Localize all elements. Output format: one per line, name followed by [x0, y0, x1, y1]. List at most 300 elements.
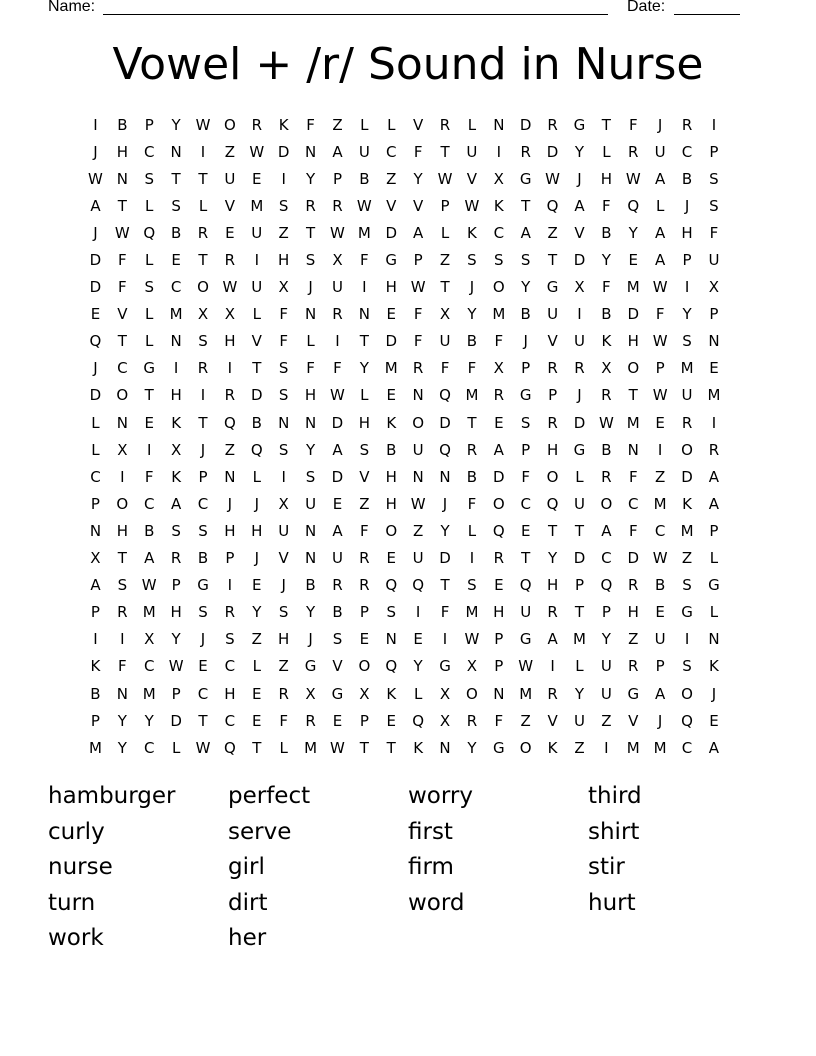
grid-letter[interactable]: C	[224, 657, 236, 676]
grid-letter[interactable]: I	[469, 549, 475, 568]
grid-letter[interactable]: R	[305, 196, 316, 215]
grid-letter[interactable]: W	[598, 413, 614, 432]
grid-letter[interactable]: S	[682, 332, 692, 351]
grid-letter[interactable]: O	[385, 521, 398, 540]
grid-letter[interactable]: Y	[440, 521, 450, 540]
grid-letter[interactable]: H	[493, 603, 505, 622]
grid-letter[interactable]: E	[494, 576, 504, 595]
grid-letter[interactable]: Q	[143, 223, 156, 242]
grid-letter[interactable]: J	[469, 278, 475, 297]
grid-letter[interactable]: T	[117, 549, 127, 568]
grid-letter[interactable]: L	[709, 549, 719, 568]
grid-letter[interactable]: M	[492, 305, 506, 324]
grid-letter[interactable]: H	[116, 142, 128, 161]
grid-letter[interactable]: L	[91, 440, 100, 459]
grid-letter[interactable]: L	[360, 386, 369, 405]
grid-letter[interactable]: N	[116, 684, 128, 703]
grid-letter[interactable]: Y	[305, 440, 316, 459]
grid-letter[interactable]: S	[709, 169, 719, 188]
grid-letter[interactable]: L	[145, 251, 154, 270]
grid-letter[interactable]: L	[387, 115, 396, 134]
grid-letter[interactable]: P	[359, 603, 369, 622]
grid-letter[interactable]: L	[655, 196, 665, 215]
grid-letter[interactable]: S	[520, 413, 531, 432]
grid-letter[interactable]: N	[304, 549, 317, 568]
grid-letter[interactable]: Z	[224, 142, 236, 161]
grid-letter[interactable]: H	[385, 494, 397, 513]
grid-letter[interactable]: K	[386, 413, 397, 432]
grid-letter[interactable]: D	[627, 549, 640, 568]
grid-letter[interactable]: N	[170, 142, 182, 161]
grid-letter[interactable]: Y	[305, 603, 316, 622]
grid-letter[interactable]: P	[359, 711, 369, 730]
grid-letter[interactable]: X	[574, 278, 585, 297]
grid-letter[interactable]: Z	[332, 115, 343, 134]
grid-letter[interactable]: S	[467, 576, 477, 595]
grid-letter[interactable]: O	[600, 494, 613, 513]
grid-letter[interactable]: S	[682, 576, 692, 595]
grid-letter[interactable]: R	[547, 603, 558, 622]
grid-letter[interactable]: L	[360, 115, 369, 134]
grid-letter[interactable]: H	[251, 521, 263, 540]
grid-letter[interactable]: W	[652, 278, 668, 297]
grid-letter[interactable]: W	[652, 549, 668, 568]
grid-letter[interactable]: Y	[413, 169, 423, 188]
grid-letter[interactable]: O	[466, 684, 478, 703]
grid-letter[interactable]: I	[711, 413, 717, 432]
grid-letter[interactable]: B	[466, 332, 478, 351]
grid-letter[interactable]: R	[359, 549, 370, 568]
grid-letter[interactable]: Y	[467, 305, 477, 324]
word-search-grid[interactable]	[82, 111, 727, 761]
grid-letter[interactable]: Z	[412, 521, 424, 540]
grid-letter[interactable]: U	[358, 142, 370, 161]
grid-letter[interactable]: D	[519, 115, 532, 134]
grid-letter[interactable]: V	[224, 196, 236, 215]
grid-letter[interactable]: E	[413, 630, 423, 649]
grid-letter[interactable]: B	[144, 521, 155, 540]
grid-letter[interactable]: M	[357, 223, 371, 242]
grid-letter[interactable]: M	[653, 494, 667, 513]
grid-letter[interactable]: Y	[574, 684, 585, 703]
grid-letter[interactable]: M	[142, 603, 156, 622]
grid-letter[interactable]: U	[439, 332, 451, 351]
grid-letter[interactable]: U	[466, 142, 478, 161]
grid-letter[interactable]: N	[385, 630, 397, 649]
grid-letter[interactable]: N	[304, 142, 317, 161]
grid-letter[interactable]: T	[601, 115, 611, 134]
name-field-line[interactable]	[103, 14, 608, 15]
grid-letter[interactable]: Q	[385, 576, 398, 595]
grid-letter[interactable]: O	[223, 115, 236, 134]
grid-letter[interactable]: N	[708, 332, 720, 351]
grid-letter[interactable]: A	[655, 223, 666, 242]
grid-letter[interactable]: J	[577, 386, 582, 405]
grid-letter[interactable]: U	[251, 223, 263, 242]
grid-letter[interactable]: L	[252, 657, 261, 676]
grid-letter[interactable]: J	[93, 359, 98, 378]
grid-letter[interactable]: Y	[601, 630, 611, 649]
grid-letter[interactable]: Q	[412, 711, 425, 730]
grid-letter[interactable]: U	[331, 549, 343, 568]
grid-letter[interactable]: B	[601, 440, 612, 459]
grid-letter[interactable]: S	[520, 251, 531, 270]
grid-letter[interactable]: F	[279, 305, 288, 324]
grid-letter[interactable]: E	[386, 386, 396, 405]
grid-letter[interactable]: C	[143, 494, 155, 513]
grid-letter[interactable]: H	[627, 332, 639, 351]
grid-letter[interactable]: E	[171, 251, 181, 270]
grid-letter[interactable]: Y	[359, 359, 369, 378]
grid-letter[interactable]: A	[520, 223, 531, 242]
grid-letter[interactable]: R	[493, 549, 505, 568]
grid-letter[interactable]: K	[386, 684, 397, 703]
grid-letter[interactable]: T	[198, 169, 208, 188]
grid-letter[interactable]: T	[198, 711, 208, 730]
grid-letter[interactable]: U	[251, 278, 263, 297]
grid-letter[interactable]: W	[114, 223, 130, 242]
grid-letter[interactable]: F	[360, 251, 369, 270]
grid-letter[interactable]: E	[386, 711, 396, 730]
grid-letter[interactable]: J	[93, 223, 98, 242]
grid-letter[interactable]: W	[356, 196, 372, 215]
grid-letter[interactable]: W	[464, 196, 480, 215]
grid-letter[interactable]: H	[600, 169, 612, 188]
grid-letter[interactable]: Z	[628, 630, 639, 649]
grid-letter[interactable]: P	[225, 549, 235, 568]
grid-letter[interactable]: W	[195, 115, 211, 134]
grid-letter[interactable]: P	[198, 467, 208, 486]
grid-letter[interactable]: A	[90, 576, 101, 595]
grid-letter[interactable]: S	[117, 576, 128, 595]
grid-letter[interactable]: T	[574, 603, 585, 622]
grid-letter[interactable]: M	[626, 413, 640, 432]
grid-letter[interactable]: S	[144, 278, 154, 297]
grid-letter[interactable]: Y	[521, 278, 531, 297]
grid-letter[interactable]: Q	[223, 413, 236, 432]
grid-letter[interactable]: X	[90, 549, 101, 568]
grid-letter[interactable]: I	[550, 657, 555, 676]
grid-letter[interactable]: Y	[144, 711, 154, 730]
grid-letter[interactable]: S	[198, 521, 208, 540]
grid-letter[interactable]: X	[224, 305, 236, 324]
grid-letter[interactable]: S	[278, 603, 289, 622]
grid-letter[interactable]: W	[141, 576, 157, 595]
grid-letter[interactable]: H	[385, 467, 397, 486]
grid-letter[interactable]: N	[116, 169, 128, 188]
grid-letter[interactable]: Y	[467, 738, 477, 757]
grid-letter[interactable]: J	[577, 169, 582, 188]
grid-letter[interactable]: L	[198, 196, 208, 215]
grid-letter[interactable]: O	[116, 494, 129, 513]
grid-letter[interactable]: Z	[520, 711, 531, 730]
grid-letter[interactable]: D	[627, 305, 640, 324]
grid-letter[interactable]: R	[305, 711, 316, 730]
grid-letter[interactable]: R	[547, 115, 558, 134]
grid-letter[interactable]: F	[279, 332, 288, 351]
grid-letter[interactable]: X	[439, 684, 451, 703]
grid-letter[interactable]: E	[252, 576, 262, 595]
grid-letter[interactable]: T	[467, 413, 477, 432]
grid-letter[interactable]: O	[197, 278, 209, 297]
grid-letter[interactable]: H	[224, 521, 236, 540]
grid-letter[interactable]: R	[251, 115, 262, 134]
grid-letter[interactable]: P	[144, 115, 154, 134]
grid-letter[interactable]: P	[709, 521, 719, 540]
grid-letter[interactable]: M	[573, 630, 586, 649]
grid-letter[interactable]: Q	[223, 738, 236, 757]
grid-letter[interactable]: P	[171, 576, 181, 595]
grid-letter[interactable]: G	[519, 630, 532, 649]
grid-letter[interactable]: O	[546, 467, 559, 486]
grid-letter[interactable]: C	[197, 684, 209, 703]
grid-letter[interactable]: H	[170, 603, 182, 622]
grid-letter[interactable]: D	[385, 332, 398, 351]
grid-letter[interactable]: T	[574, 521, 585, 540]
grid-letter[interactable]: W	[330, 386, 345, 405]
grid-letter[interactable]: Z	[655, 467, 666, 486]
grid-letter[interactable]: C	[224, 711, 236, 730]
grid-letter[interactable]: P	[171, 684, 181, 703]
grid-letter[interactable]: C	[520, 494, 531, 513]
grid-letter[interactable]: Q	[439, 386, 451, 405]
grid-letter[interactable]: F	[709, 223, 719, 242]
grid-letter[interactable]: D	[439, 413, 451, 432]
grid-letter[interactable]: Q	[439, 440, 451, 459]
grid-letter[interactable]: D	[573, 549, 586, 568]
grid-letter[interactable]: L	[145, 196, 154, 215]
grid-letter[interactable]: G	[197, 576, 209, 595]
grid-letter[interactable]: D	[573, 251, 586, 270]
grid-letter[interactable]: N	[412, 386, 424, 405]
grid-letter[interactable]: V	[547, 711, 558, 730]
grid-letter[interactable]: S	[171, 521, 181, 540]
grid-letter[interactable]: C	[628, 494, 639, 513]
grid-letter[interactable]: V	[413, 115, 424, 134]
grid-letter[interactable]: R	[278, 684, 289, 703]
grid-letter[interactable]: X	[439, 305, 451, 324]
grid-letter[interactable]: D	[170, 711, 182, 730]
grid-letter[interactable]: F	[440, 359, 450, 378]
grid-letter[interactable]: P	[521, 440, 531, 459]
grid-letter[interactable]: I	[254, 251, 259, 270]
grid-letter[interactable]: F	[118, 251, 127, 270]
grid-letter[interactable]: P	[494, 630, 504, 649]
grid-letter[interactable]: P	[655, 657, 665, 676]
grid-letter[interactable]: I	[496, 142, 502, 161]
grid-letter[interactable]: Q	[412, 576, 425, 595]
grid-letter[interactable]: Z	[601, 711, 612, 730]
grid-letter[interactable]: B	[90, 684, 101, 703]
grid-letter[interactable]: X	[144, 630, 155, 649]
grid-letter[interactable]: S	[359, 440, 370, 459]
grid-letter[interactable]: N	[493, 684, 505, 703]
grid-letter[interactable]: I	[227, 359, 233, 378]
grid-letter[interactable]: L	[413, 684, 423, 703]
grid-letter[interactable]: B	[332, 603, 343, 622]
grid-letter[interactable]: I	[147, 440, 152, 459]
grid-letter[interactable]: Z	[251, 630, 262, 649]
grid-letter[interactable]: N	[304, 305, 317, 324]
grid-letter[interactable]: Y	[601, 251, 611, 270]
grid-letter[interactable]: G	[331, 684, 344, 703]
grid-letter[interactable]: K	[682, 494, 692, 513]
grid-letter[interactable]: I	[711, 115, 717, 134]
grid-letter[interactable]: D	[277, 142, 290, 161]
grid-letter[interactable]: M	[680, 521, 694, 540]
grid-letter[interactable]: V	[413, 196, 424, 215]
grid-letter[interactable]: S	[709, 196, 719, 215]
grid-letter[interactable]: J	[281, 576, 286, 595]
grid-letter[interactable]: N	[627, 440, 639, 459]
grid-letter[interactable]: L	[279, 738, 288, 757]
grid-letter[interactable]: T	[117, 332, 127, 351]
grid-letter[interactable]: T	[440, 576, 450, 595]
grid-letter[interactable]: I	[442, 630, 448, 649]
grid-letter[interactable]: B	[655, 576, 666, 595]
grid-letter[interactable]: E	[386, 305, 396, 324]
grid-letter[interactable]: M	[707, 386, 721, 405]
grid-letter[interactable]: G	[385, 251, 398, 270]
grid-letter[interactable]: E	[494, 413, 504, 432]
grid-letter[interactable]: R	[332, 196, 343, 215]
grid-letter[interactable]: N	[358, 305, 370, 324]
grid-letter[interactable]: T	[305, 223, 316, 242]
grid-letter[interactable]: A	[574, 196, 585, 215]
grid-letter[interactable]: U	[278, 521, 290, 540]
grid-letter[interactable]: M	[653, 738, 667, 757]
grid-letter[interactable]: T	[252, 359, 262, 378]
grid-letter[interactable]: U	[600, 657, 612, 676]
grid-letter[interactable]: N	[170, 332, 182, 351]
grid-letter[interactable]: N	[116, 413, 128, 432]
grid-letter[interactable]: Z	[386, 169, 397, 188]
grid-letter[interactable]: L	[467, 521, 477, 540]
grid-letter[interactable]: X	[439, 711, 451, 730]
grid-letter[interactable]: G	[573, 115, 586, 134]
grid-letter[interactable]: F	[118, 278, 127, 297]
grid-letter[interactable]: R	[681, 115, 693, 134]
grid-letter[interactable]: G	[492, 738, 505, 757]
grid-letter[interactable]: P	[332, 169, 342, 188]
grid-letter[interactable]: I	[415, 603, 421, 622]
grid-letter[interactable]: L	[709, 603, 719, 622]
grid-letter[interactable]: S	[144, 169, 154, 188]
grid-letter[interactable]: C	[170, 278, 182, 297]
grid-letter[interactable]: G	[627, 684, 640, 703]
grid-letter[interactable]: W	[88, 169, 103, 188]
grid-letter[interactable]: I	[281, 169, 286, 188]
grid-letter[interactable]: I	[604, 738, 609, 757]
grid-letter[interactable]: R	[681, 413, 693, 432]
grid-letter[interactable]: E	[332, 494, 343, 513]
grid-letter[interactable]: R	[708, 440, 720, 459]
grid-letter[interactable]: F	[628, 521, 638, 540]
grid-letter[interactable]: I	[335, 332, 340, 351]
grid-letter[interactable]: R	[224, 603, 236, 622]
grid-letter[interactable]: T	[117, 196, 127, 215]
grid-letter[interactable]: I	[120, 630, 125, 649]
grid-letter[interactable]: Q	[250, 440, 263, 459]
grid-letter[interactable]: F	[467, 494, 477, 513]
grid-letter[interactable]: V	[359, 467, 370, 486]
grid-letter[interactable]: U	[224, 169, 236, 188]
grid-letter[interactable]: S	[198, 332, 208, 351]
grid-letter[interactable]: M	[384, 359, 398, 378]
grid-letter[interactable]: P	[413, 251, 423, 270]
grid-letter[interactable]: Y	[305, 169, 316, 188]
grid-letter[interactable]: R	[359, 576, 370, 595]
grid-letter[interactable]: D	[331, 413, 344, 432]
grid-letter[interactable]: F	[413, 305, 423, 324]
grid-letter[interactable]: G	[519, 386, 532, 405]
grid-letter[interactable]: N	[89, 521, 102, 540]
grid-letter[interactable]: A	[332, 142, 343, 161]
grid-letter[interactable]: G	[143, 359, 156, 378]
grid-letter[interactable]: D	[89, 278, 102, 297]
grid-letter[interactable]: Y	[117, 738, 127, 757]
grid-letter[interactable]: G	[519, 169, 532, 188]
grid-letter[interactable]: T	[628, 386, 638, 405]
grid-letter[interactable]: L	[171, 738, 181, 757]
grid-letter[interactable]: M	[626, 278, 640, 297]
grid-letter[interactable]: B	[386, 440, 397, 459]
grid-letter[interactable]: U	[573, 494, 585, 513]
grid-letter[interactable]: Q	[519, 576, 532, 595]
grid-letter[interactable]: K	[90, 657, 101, 676]
grid-letter[interactable]: S	[225, 630, 235, 649]
grid-letter[interactable]: J	[657, 711, 663, 730]
grid-letter[interactable]: Q	[681, 711, 693, 730]
grid-letter[interactable]: S	[494, 251, 504, 270]
grid-letter[interactable]: P	[90, 711, 100, 730]
grid-letter[interactable]: J	[308, 630, 313, 649]
grid-letter[interactable]: U	[520, 603, 532, 622]
grid-letter[interactable]: E	[655, 603, 665, 622]
grid-letter[interactable]: J	[711, 684, 717, 703]
grid-letter[interactable]: W	[545, 169, 560, 188]
grid-letter[interactable]: E	[90, 305, 101, 324]
grid-letter[interactable]: D	[385, 223, 398, 242]
grid-letter[interactable]: D	[331, 467, 344, 486]
grid-letter[interactable]: P	[548, 386, 558, 405]
grid-letter[interactable]: X	[708, 278, 720, 297]
grid-letter[interactable]: W	[330, 223, 345, 242]
grid-letter[interactable]: F	[440, 603, 450, 622]
grid-letter[interactable]: K	[709, 657, 719, 676]
grid-letter[interactable]: A	[493, 440, 504, 459]
grid-letter[interactable]: A	[655, 169, 666, 188]
grid-letter[interactable]: G	[439, 657, 451, 676]
grid-letter[interactable]: H	[278, 630, 290, 649]
grid-letter[interactable]: H	[546, 440, 559, 459]
grid-letter[interactable]: A	[655, 684, 666, 703]
grid-letter[interactable]: S	[332, 630, 343, 649]
grid-letter[interactable]: P	[709, 305, 719, 324]
grid-letter[interactable]: E	[144, 413, 154, 432]
grid-letter[interactable]: Z	[574, 738, 585, 757]
grid-letter[interactable]: S	[198, 603, 208, 622]
grid-letter[interactable]: E	[520, 521, 531, 540]
grid-letter[interactable]: X	[493, 359, 504, 378]
grid-letter[interactable]: S	[278, 386, 289, 405]
grid-letter[interactable]: C	[90, 467, 101, 486]
grid-letter[interactable]: M	[250, 196, 264, 215]
grid-letter[interactable]: F	[602, 278, 611, 297]
grid-letter[interactable]: B	[466, 467, 478, 486]
grid-letter[interactable]: P	[90, 603, 100, 622]
grid-letter[interactable]: R	[574, 359, 585, 378]
